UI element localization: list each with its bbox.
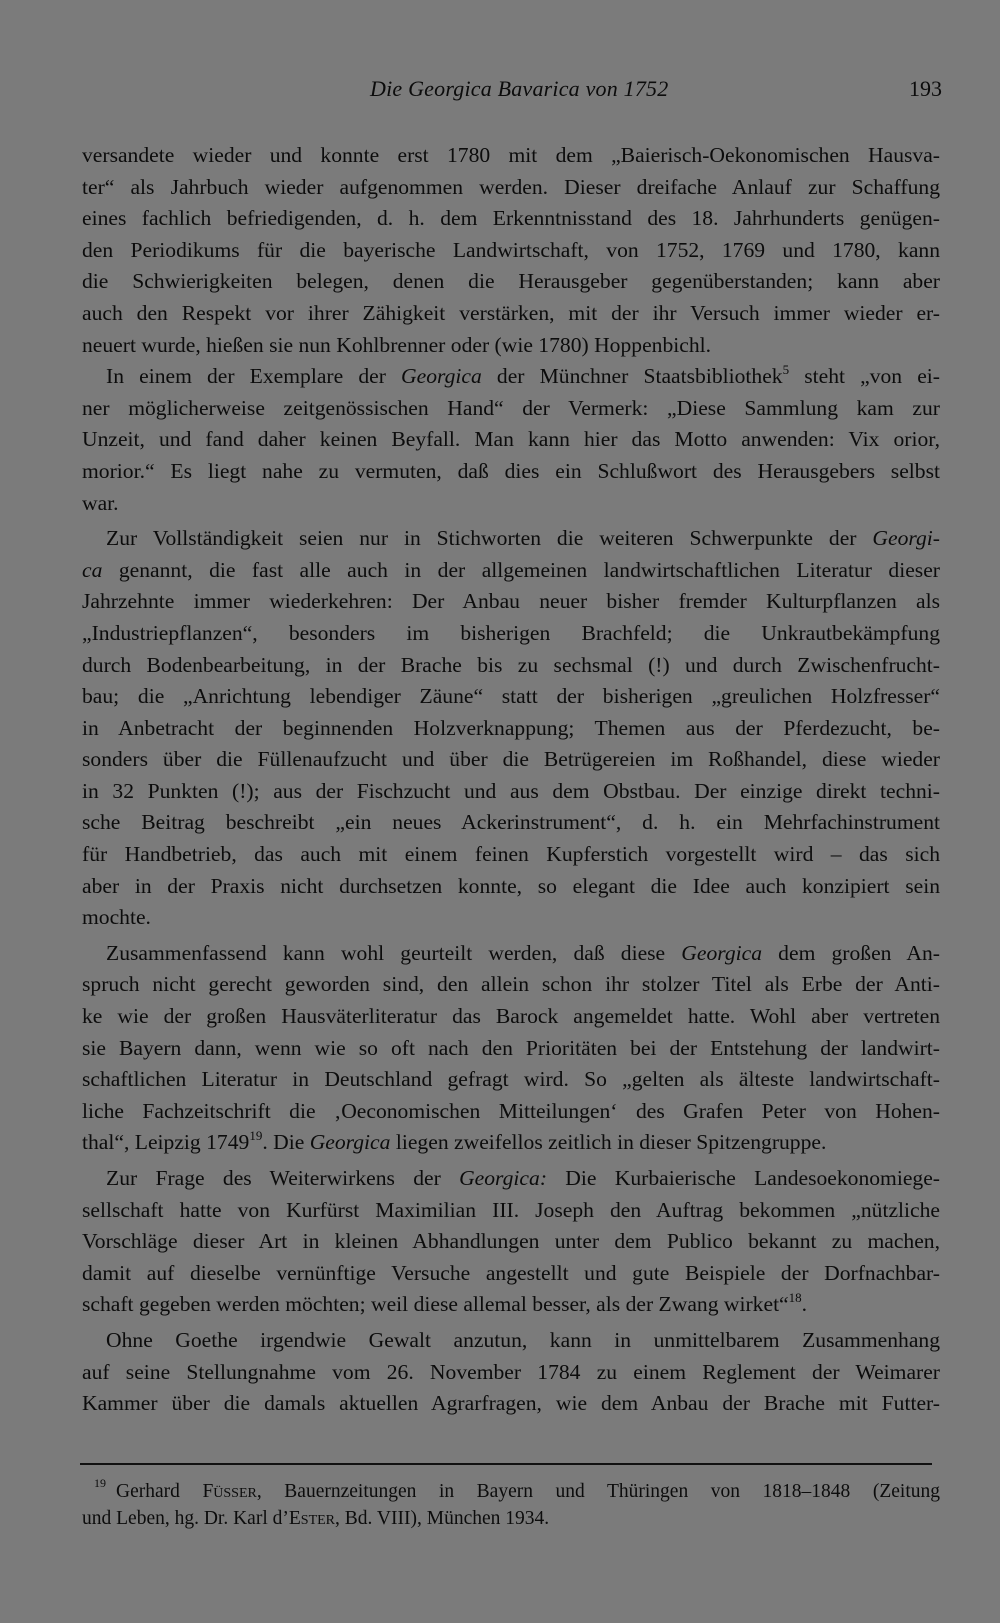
text-line: ter“ als Jahrbuch wieder aufgenommen werden. Dieser dreifache Anlauf zur Schaffung [82, 174, 940, 199]
text-line: den Periodikums für die bayerische Landwirtschaft, von 1752, 1769 und 1780, kann [82, 237, 940, 262]
text-line [82, 1289, 940, 1321]
text-line: für Handbetrieb, das auch mit einem feinen Kupferstich vorgestellt wird – das sich [82, 842, 940, 867]
footnote-reference: 19 [249, 1128, 263, 1144]
text-line: Ohne Goethe irgendwie Gewalt anzutun, kann in unmittelbarem Zusammenhang [106, 1327, 940, 1352]
text-line: war. [82, 490, 119, 515]
text-line: versandete wieder und konnte erst 1780 mit dem „Baierisch-Oekonomischen Hausva- [82, 143, 940, 167]
italic-text: ca [82, 557, 103, 582]
editor-name: Ester [288, 1508, 336, 1529]
text-run: Zur Vollständigkeit seien nur in Stichworten die weiteren Schwerpunkte der [106, 526, 873, 551]
text-line: die Schwierigkeiten belegen, denen die Herausgeber gegenüberstanden; kann aber [82, 269, 940, 294]
running-title: Die Georgica Bavarica von 1752 [370, 76, 669, 101]
text-line: spruch nicht gerecht geworden sind, den allein schon ihr stolzer Titel als Erbe der Anti- [82, 972, 940, 997]
author-name: Füsser [202, 1481, 257, 1502]
text-line [82, 555, 940, 587]
footnote-line [82, 1505, 940, 1532]
text-line [82, 938, 940, 970]
text-run: schaft gegeben werden möchten; weil diese allemal besser, als der Zwang wirket“ [82, 1292, 789, 1317]
text-line: mochte. [82, 905, 151, 930]
text-run: liegen zweifellos zeitlich in dieser Spitzengruppe. [390, 1130, 827, 1155]
paragraph [82, 523, 940, 934]
footnote [82, 1478, 940, 1532]
text-run: Gerhard [116, 1481, 203, 1502]
text-line: ner möglicherweise zeitgenössischen Hand“ der Vermerk: „Diese Sammlung kam zur [82, 395, 940, 420]
body-text [82, 140, 940, 1420]
paragraph [82, 140, 940, 361]
italic-text: Georgica [309, 1130, 391, 1155]
text-run: . Die [262, 1130, 310, 1155]
footnote-line [82, 1478, 940, 1505]
text-run: Zusammenfassend kann wohl geurteilt werden, daß diese [106, 940, 682, 965]
text-line: bau; die „Anrichtung lebendiger Zäune“ statt der bisherigen „greulichen Holzfresser“ [82, 684, 940, 709]
text-line: sie Bayern dann, wenn wie so oft nach den Prioritäten bei der Entstehung der landwirt- [82, 1035, 940, 1060]
text-line: damit auf dieselbe vernünftige Versuche angestellt und gute Beispiele der Dorfnachbar- [82, 1260, 940, 1285]
text-line [82, 361, 940, 393]
text-line: Kammer über die damals aktuellen Agrarfragen, wie dem Anbau der Brache mit Futter- [82, 1391, 940, 1416]
italic-text: Georgi- [872, 526, 940, 551]
italic-text: Georgica: [459, 1166, 548, 1190]
text-line: ke wie der großen Hausväterliteratur das Barock angemeldet hatte. Wohl aber vertreten [82, 1004, 940, 1029]
text-line: sellschaft hatte von Kurfürst Maximilian III. Joseph den Auftrag bekommen „nützliche [82, 1197, 940, 1222]
text-run: thal“, Leipzig 1749 [82, 1130, 250, 1155]
text-run: und Leben, hg. Dr. Karl d’ [82, 1508, 289, 1529]
text-line [82, 523, 940, 555]
text-line: neuert wurde, hießen sie nun Kohlbrenner oder (wie 1780) Hoppenbichl. [82, 332, 712, 357]
text-run: dem großen An- [762, 940, 940, 965]
text-line: aber in der Praxis nicht durchsetzen konnte, so elegant die Idee auch konzipiert sein [82, 873, 940, 898]
italic-text: Georgica [681, 940, 763, 965]
text-run: der Münchner Staatsbibliothek [481, 364, 783, 389]
text-line: auch den Respekt vor ihrer Zähigkeit verstärken, mit der ihr Versuch immer wieder er- [82, 300, 940, 325]
paragraph [82, 1325, 940, 1420]
text-line: eines fachlich befriedigenden, d. h. dem Erkenntnisstand des 18. Jahrhunderts genügen- [82, 206, 940, 231]
text-line: in 32 Punkten (!); aus der Fischzucht und aus dem Obstbau. Der einzige direkt techni- [82, 778, 940, 803]
text-run: , Bd. VIII), München 1934. [335, 1508, 550, 1529]
text-line [82, 1163, 940, 1195]
text-run: Zur Frage des Weiterwirkens der [106, 1166, 460, 1190]
footnote-reference: 5 [782, 362, 790, 378]
text-line: „Industriepflanzen“, besonders im bisherigen Brachfeld; die Unkrautbekämpfung [82, 620, 940, 645]
running-head [80, 72, 942, 112]
footnote-divider [80, 1463, 932, 1465]
text-line [82, 1127, 940, 1159]
text-run: , Bauernzeitungen in Bayern und Thüringen von 1818–1848 (Zeitung [256, 1481, 940, 1502]
text-line: sche Beitrag beschreibt „ein neues Ackerinstrument“, d. h. ein Mehrfachinstrument [82, 810, 940, 835]
text-line: auf seine Stellungnahme vom 26. November 1784 zu einem Reglement der Weimarer [82, 1359, 940, 1384]
text-run: genannt, die fast alle auch in der allgemeinen landwirtschaftlichen Literatur dieser [102, 557, 940, 582]
text-line: durch Bodenbearbeitung, in der Brache bis zu sechsmal (!) und durch Zwischenfrucht- [82, 652, 940, 677]
page-number: 193 [909, 76, 942, 101]
italic-text: Georgica [401, 364, 482, 389]
footnote-number: 19 [94, 1476, 106, 1490]
text-line: Unzeit, und fand daher keinen Beyfall. Man kann hier das Motto anwenden: Vix orior, [82, 427, 940, 452]
text-line: schaftlichen Literatur in Deutschland gefragt wird. So „gelten als älteste landwirtschaft- [82, 1067, 940, 1092]
text-run: Die Kurbaierische Landesoekonomiege- [547, 1166, 940, 1190]
text-line: Vorschläge dieser Art in kleinen Abhandlungen unter dem Publico bekannt zu machen, [82, 1229, 940, 1254]
text-run: . [801, 1292, 808, 1317]
paragraph [82, 938, 940, 1159]
paragraph [82, 1163, 940, 1321]
text-line: Jahrzehnte immer wiederkehren: Der Anbau neuer bisher fremder Kulturpflanzen als [82, 589, 940, 614]
paragraph [82, 361, 940, 519]
text-line: morior.“ Es liegt nahe zu vermuten, daß dies ein Schlußwort des Herausgebers selbst [82, 458, 940, 483]
text-run: steht „von ei- [789, 364, 940, 389]
text-line: sonders über die Füllenaufzucht und über die Betrügereien im Roßhandel, diese wieder [82, 747, 940, 772]
text-line: in Anbetracht der beginnenden Holzverknappung; Themen aus der Pferdezucht, be- [82, 715, 940, 740]
footnote-reference: 18 [788, 1290, 802, 1306]
text-run: In einem der Exemplare der [106, 364, 402, 389]
text-line: liche Fachzeitschrift die ‚Oeconomischen Mitteilungen‘ des Grafen Peter von Hohen- [82, 1098, 940, 1123]
